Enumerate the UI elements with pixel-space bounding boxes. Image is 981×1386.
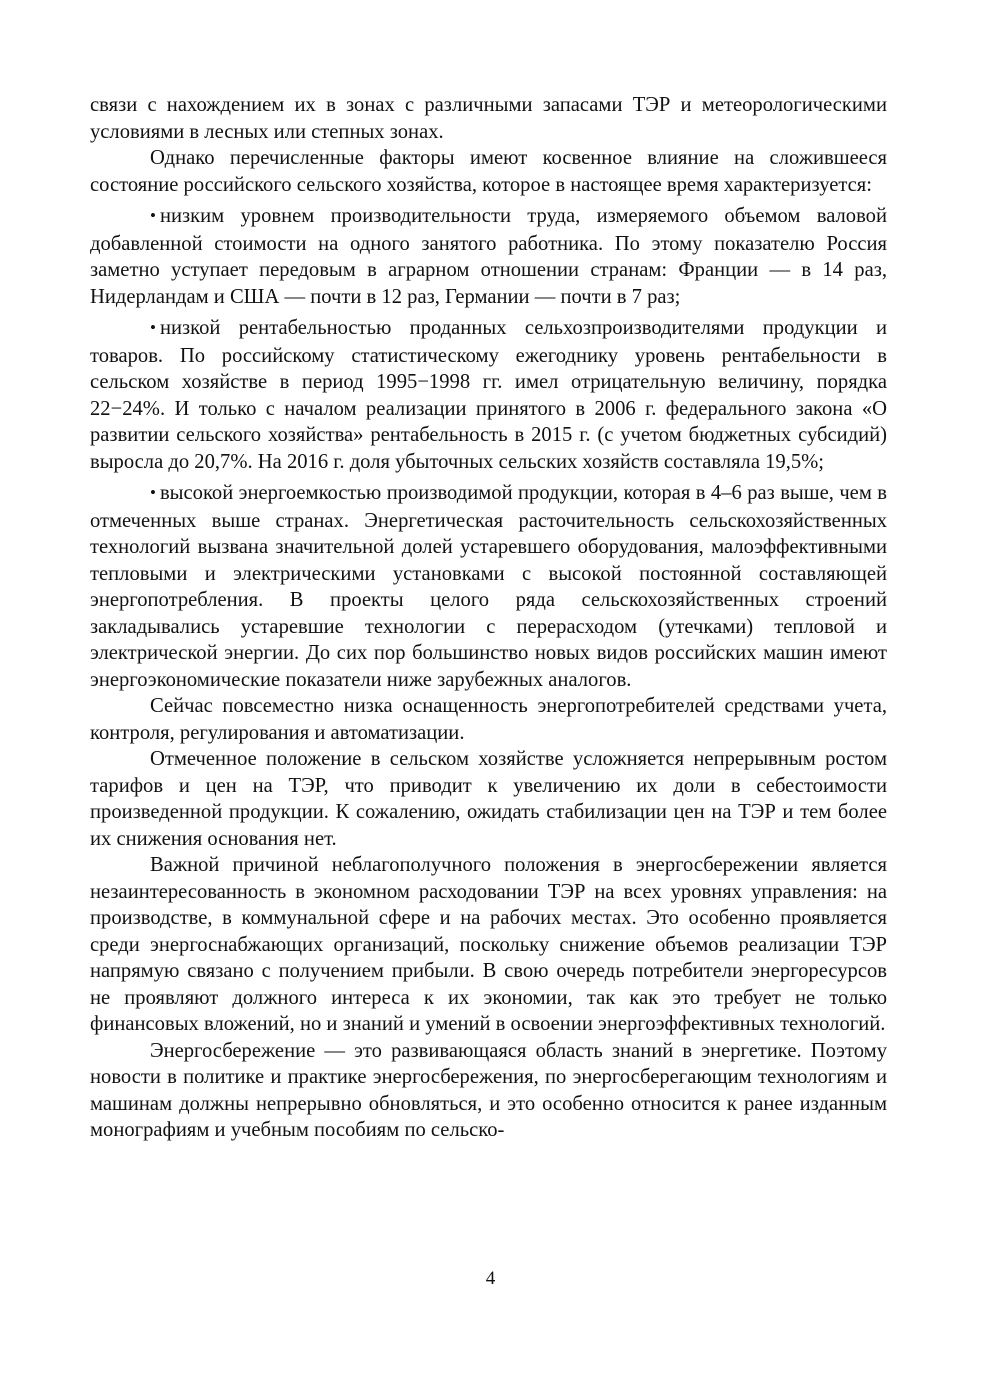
paragraph-text: Энергосбережение — это развивающаяся область знаний в энергетике. Поэтому новости в политике и практике энергосбережения, по энергосберегающим технологиям и машинам должны непрерывно обновляться, и это особенно относится к ранее изданным монографиям и учебным пособиям по сельско- [90,1039,887,1141]
bullet-item-energy-intensity [90,480,887,693]
document-page [90,92,887,1144]
paragraph-text: Однако перечисленные факторы имеют косвенное влияние на сложившееся состояние российского сельского хозяйства, которое в настоящее время характеризуется: [90,147,887,196]
paragraph-continuation [90,92,887,145]
paragraph-text: Сейчас повсеместно низка оснащенность энергопотребителей средствами учета, контроля, регулирования и автоматизации. [90,695,887,744]
paragraph-text: Отмеченное положение в сельском хозяйстве усложняется непрерывным ростом тарифов и цен на ТЭР, что приводит к увеличению их доли в себестоимости произведенной продукции. К сожалению, ожидать стабилизации цен на ТЭР и тем более их снижения основания нет. [90,748,887,850]
bullet-icon: • [150,483,156,502]
bullet-icon: • [150,206,156,225]
paragraph-energy-saving-definition [90,1038,887,1144]
bullet-icon: • [150,318,156,337]
paragraph-text: Важной причиной неблагополучного положения в энергосбережении является незаинтересованность в экономном расходовании ТЭР на всех уровнях управления: на производстве, в коммунальной сфере и на рабочих местах. Это особенно проявляется среди энергоснабжающих организаций, поскольку снижение объемов реализации ТЭР напрямую связано с получением прибыли. В свою очередь потребители энергоресурсов не проявляют должного интереса к их экономии, так как это требует не только финансовых вложений, но и знаний и умений в освоении энергоэффективных технологий. [90,854,887,1035]
bullet-item-profitability [90,315,887,475]
paragraph-factors-intro [90,145,887,198]
paragraph-tariffs [90,746,887,852]
paragraph-text: низкой рентабельностью проданных сельхозпроизводителями продукции и товаров. По российскому статистическому ежегоднику уровень рентабельности в сельском хозяйстве в период 1995−1998 гг. имел отрицательную величину, порядка 22−24%. И только с началом реализации принятого в 2006 г. федерального закона «О развитии сельского хозяйства» рентабельность в 2015 г. (с учетом бюджетных субсидий) выросла до 20,7%. На 2016 г. доля убыточных сельских хозяйств составляла 19,5%; [90,317,887,473]
page-number: 4 [485,1268,496,1289]
paragraph-text: низким уровнем производительности труда, измеряемого объемом валовой добавленной стоимости на одного занятого работника. По этому показателю Россия заметно уступает передовым в аграрном отношении странам: Франции — в 14 раз, Нидерландам и США — почти в 12 раз, Германии — почти в 7 раз; [90,205,887,308]
bullet-item-labor-productivity [90,203,887,310]
paragraph-text: связи с нахождением их в зонах с различными запасами ТЭР и метеорологическими условиями в лесных или степных зонах. [90,94,887,143]
paragraph-disinterest [90,852,887,1038]
paragraph-metering [90,693,887,746]
paragraph-text: высокой энергоемкостью производимой продукции, которая в 4–6 раз выше, чем в отмеченных выше странах. Энергетическая расточительность сельскохозяйственных технологий вызвана значительной долей устаревшего оборудования, малоэффективными тепловыми и электрическими установками с высокой постоянной составляющей энергопотребления. В проекты целого ряда сельскохозяйственных строений закладывались устаревшие технологии с перерасходом (утечками) тепловой и электрической энергии. До сих пор большинство новых видов российских машин имеют энергоэкономические показатели ниже зарубежных аналогов. [90,482,887,691]
